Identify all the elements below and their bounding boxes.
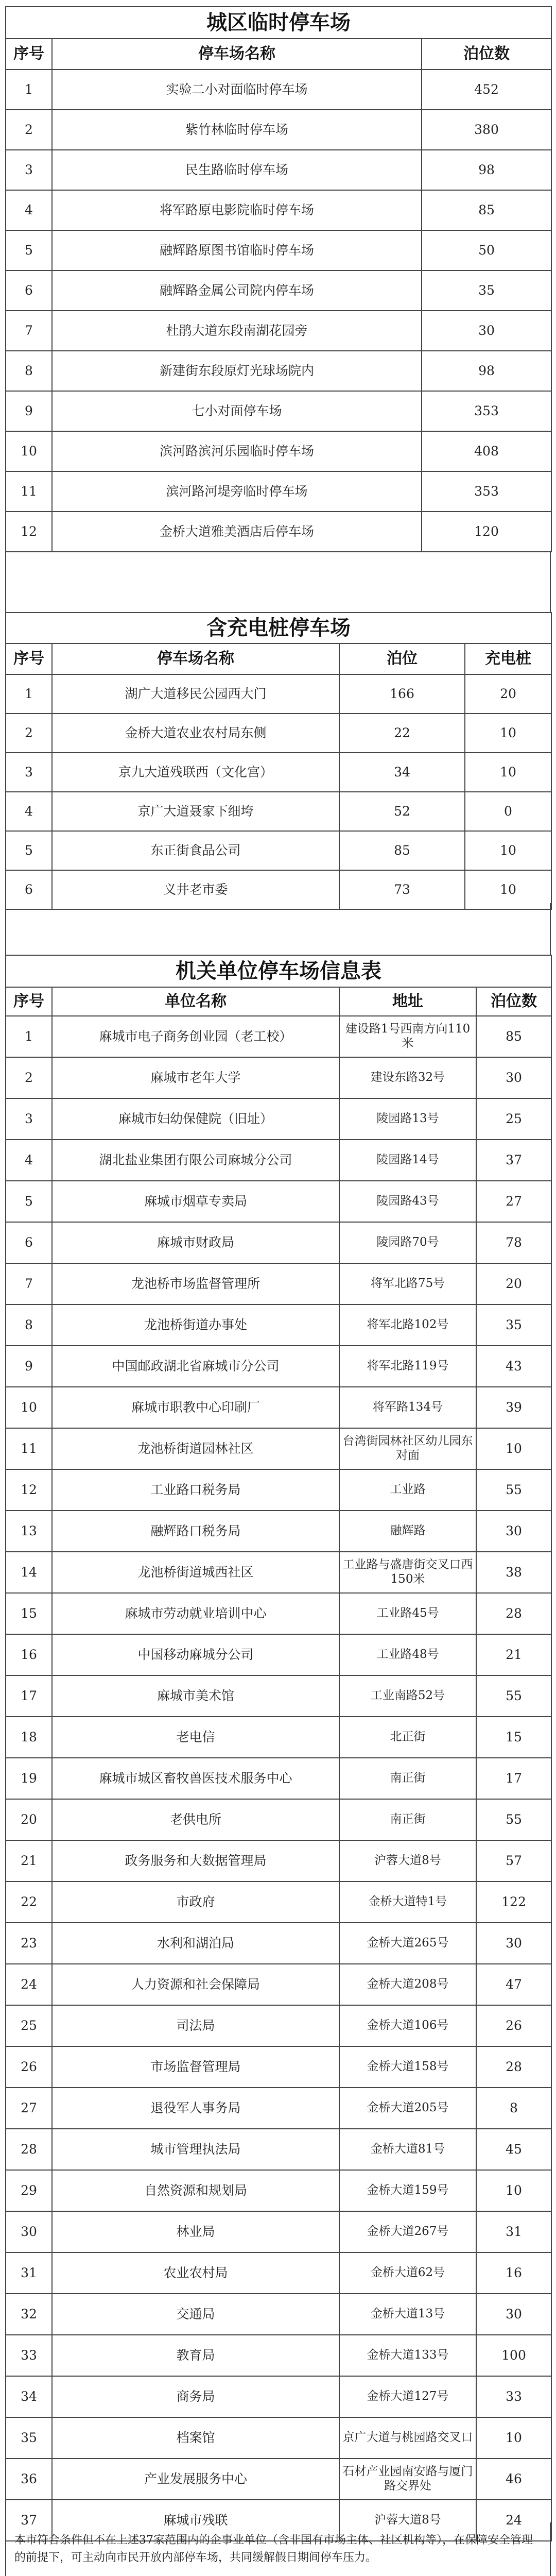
cell-name: 紫竹林临时停车场	[52, 110, 422, 150]
table-row	[6, 351, 551, 391]
table-row	[6, 2376, 551, 2417]
cell-name: 司法局	[52, 2005, 339, 2046]
agency-parking-table	[5, 955, 552, 2541]
table-row	[6, 1098, 551, 1140]
cell-name: 麻城市残联	[52, 2500, 339, 2541]
table-row	[6, 1634, 551, 1675]
table-row	[6, 2294, 551, 2335]
table-row	[6, 1840, 551, 1882]
column-header-index: 序号	[6, 987, 52, 1016]
cell-extra: 20	[476, 1263, 551, 1304]
cell-extra: 85	[476, 1016, 551, 1057]
column-header-lot-name: 停车场名称	[52, 643, 339, 674]
table-row	[6, 1675, 551, 1717]
cell-name: 湖北盐业集团有限公司麻城分公司	[52, 1140, 339, 1181]
cell-index: 36	[6, 2459, 52, 2500]
column-header-index: 序号	[6, 643, 52, 674]
cell-value: 金桥大道265号	[339, 1923, 476, 1964]
cell-name: 龙池桥市场监督管理所	[52, 1263, 339, 1304]
table-row	[6, 190, 551, 230]
table-row	[6, 2170, 551, 2211]
table-row	[6, 230, 551, 270]
cell-value: 73	[339, 870, 465, 909]
cell-name: 麻城市劳动就业培训中心	[52, 1593, 339, 1634]
cell-index: 4	[6, 1140, 52, 1181]
cell-name: 市政府	[52, 1882, 339, 1923]
table-row	[6, 1882, 551, 1923]
cell-extra: 43	[476, 1346, 551, 1387]
column-header-spaces: 泊位数	[422, 39, 551, 70]
cell-name: 京广大道聂家下细垮	[52, 792, 339, 831]
cell-index: 12	[6, 1469, 52, 1511]
cell-name: 义井老市委	[52, 870, 339, 909]
cell-name: 林业局	[52, 2211, 339, 2252]
cell-value: 452	[422, 70, 551, 110]
table-row	[6, 150, 551, 190]
cell-name: 老供电所	[52, 1799, 339, 1840]
cell-index: 26	[6, 2046, 52, 2088]
cell-value: 金桥大道208号	[339, 1964, 476, 2005]
table-title: 机关单位停车场信息表	[6, 955, 551, 987]
table-row	[6, 1222, 551, 1263]
cell-name: 政务服务和大数据管理局	[52, 1840, 339, 1882]
cell-index: 24	[6, 1964, 52, 2005]
cell-value: 金桥大道133号	[339, 2335, 476, 2376]
cell-extra: 24	[476, 2500, 551, 2541]
table-spacer	[5, 903, 551, 955]
column-header-chargers: 充电桩	[465, 643, 551, 674]
cell-value: 380	[422, 110, 551, 150]
cell-value: 工业南路52号	[339, 1675, 476, 1717]
cell-extra: 26	[476, 2005, 551, 2046]
cell-name: 实验二小对面临时停车场	[52, 70, 422, 110]
cell-value: 98	[422, 351, 551, 391]
cell-value: 金桥大道267号	[339, 2211, 476, 2252]
cell-index: 19	[6, 1758, 52, 1799]
table-row	[6, 1511, 551, 1552]
cell-value: 金桥大道158号	[339, 2046, 476, 2088]
cell-value: 融辉路	[339, 1511, 476, 1552]
cell-index: 23	[6, 1923, 52, 1964]
table-row	[6, 512, 551, 552]
cell-name: 龙池桥街道城西社区	[52, 1552, 339, 1593]
cell-value: 将军路134号	[339, 1387, 476, 1428]
cell-value: 金桥大道81号	[339, 2129, 476, 2170]
cell-name: 京九大道残联西（文化宫）	[52, 753, 339, 792]
cell-name: 滨河路河堤旁临时停车场	[52, 471, 422, 512]
cell-name: 七小对面停车场	[52, 391, 422, 431]
cell-value: 金桥大道13号	[339, 2294, 476, 2335]
table-row	[6, 1387, 551, 1428]
cell-index: 13	[6, 1511, 52, 1552]
cell-value: 南正街	[339, 1758, 476, 1799]
cell-index: 7	[6, 311, 52, 351]
cell-extra: 122	[476, 1882, 551, 1923]
cell-extra: 16	[476, 2252, 551, 2294]
cell-value: 金桥大道62号	[339, 2252, 476, 2294]
table-row	[6, 674, 551, 714]
cell-extra: 17	[476, 1758, 551, 1799]
cell-value: 建设路1号西南方向110米	[339, 1016, 476, 1057]
cell-index: 21	[6, 1840, 52, 1882]
table-title: 含充电桩停车场	[6, 613, 551, 643]
cell-extra: 10	[465, 831, 551, 870]
cell-index: 18	[6, 1717, 52, 1758]
table-spacer	[5, 551, 551, 612]
cell-index: 5	[6, 831, 52, 870]
table-row	[6, 1140, 551, 1181]
cell-extra: 38	[476, 1552, 551, 1593]
cell-value: 98	[422, 150, 551, 190]
table-row	[6, 2417, 551, 2459]
cell-name: 麻城市美术馆	[52, 1675, 339, 1717]
cell-index: 25	[6, 2005, 52, 2046]
cell-index: 28	[6, 2129, 52, 2170]
cell-index: 10	[6, 431, 52, 471]
cell-name: 麻城市烟草专卖局	[52, 1181, 339, 1222]
cell-extra: 37	[476, 1140, 551, 1181]
cell-index: 34	[6, 2376, 52, 2417]
cell-name: 融辉路口税务局	[52, 1511, 339, 1552]
table-row	[6, 2211, 551, 2252]
cell-index: 6	[6, 870, 52, 909]
cell-name: 自然资源和规划局	[52, 2170, 339, 2211]
cell-value: 台湾街园林社区幼儿园东对面	[339, 1428, 476, 1469]
urban-temporary-parking-table	[5, 6, 552, 552]
cell-index: 30	[6, 2211, 52, 2252]
cell-index: 35	[6, 2417, 52, 2459]
cell-index: 1	[6, 674, 52, 714]
cell-index: 16	[6, 1634, 52, 1675]
cell-name: 城市管理执法局	[52, 2129, 339, 2170]
cell-extra: 30	[476, 1923, 551, 1964]
cell-name: 融辉路原图书馆临时停车场	[52, 230, 422, 270]
table-row	[6, 110, 551, 150]
cell-index: 1	[6, 70, 52, 110]
footnote: 本市符合条件但不在上述37家范围内的企事业单位（含非国有市场主体、社区机构等），在保障安全管理的前提下，可主动向市民开放内部停车场，共同缓解假日期间停车压力。	[5, 2522, 551, 2576]
column-header-spaces: 泊位数	[476, 987, 551, 1016]
column-header-address: 地址	[339, 987, 476, 1016]
table-row	[6, 2046, 551, 2088]
cell-value: 353	[422, 391, 551, 431]
cell-index: 29	[6, 2170, 52, 2211]
cell-index: 4	[6, 792, 52, 831]
cell-extra: 30	[476, 1511, 551, 1552]
cell-extra: 10	[465, 753, 551, 792]
table-row	[6, 431, 551, 471]
cell-extra: 15	[476, 1717, 551, 1758]
cell-value: 22	[339, 714, 465, 753]
cell-extra: 25	[476, 1098, 551, 1140]
table-row	[6, 1057, 551, 1098]
table-row	[6, 1964, 551, 2005]
cell-extra: 57	[476, 1840, 551, 1882]
cell-value: 沪蓉大道8号	[339, 2500, 476, 2541]
cell-index: 3	[6, 1098, 52, 1140]
cell-value: 陵园路43号	[339, 1181, 476, 1222]
cell-extra: 10	[476, 1428, 551, 1469]
table-row	[6, 2335, 551, 2376]
table-row	[6, 1016, 551, 1057]
cell-name: 麻城市电子商务创业园（老工校）	[52, 1016, 339, 1057]
cell-extra: 10	[465, 870, 551, 909]
cell-extra: 55	[476, 1469, 551, 1511]
table-row	[6, 70, 551, 110]
cell-index: 8	[6, 1304, 52, 1346]
cell-name: 麻城市妇幼保健院（旧址）	[52, 1098, 339, 1140]
cell-value: 京广大道与桃园路交叉口	[339, 2417, 476, 2459]
cell-name: 滨河路滨河乐园临时停车场	[52, 431, 422, 471]
cell-name: 产业发展服务中心	[52, 2459, 339, 2500]
cell-index: 22	[6, 1882, 52, 1923]
cell-extra: 10	[476, 2170, 551, 2211]
cell-extra: 39	[476, 1387, 551, 1428]
cell-index: 4	[6, 190, 52, 230]
cell-value: 金桥大道127号	[339, 2376, 476, 2417]
cell-extra: 28	[476, 2046, 551, 2088]
cell-value: 30	[422, 311, 551, 351]
column-header-unit-name: 单位名称	[52, 987, 339, 1016]
cell-value: 石材产业园南安路与厦门路交界处	[339, 2459, 476, 2500]
cell-name: 麻城市财政局	[52, 1222, 339, 1263]
cell-value: 166	[339, 674, 465, 714]
cell-index: 10	[6, 1387, 52, 1428]
cell-name: 麻城市老年大学	[52, 1057, 339, 1098]
table-row	[6, 1758, 551, 1799]
cell-extra: 78	[476, 1222, 551, 1263]
cell-name: 工业路口税务局	[52, 1469, 339, 1511]
cell-extra: 55	[476, 1799, 551, 1840]
cell-value: 南正街	[339, 1799, 476, 1840]
table-row	[6, 2129, 551, 2170]
cell-index: 33	[6, 2335, 52, 2376]
cell-extra: 27	[476, 1181, 551, 1222]
cell-index: 27	[6, 2088, 52, 2129]
cell-value: 工业路	[339, 1469, 476, 1511]
table-row	[6, 714, 551, 753]
cell-extra: 20	[465, 674, 551, 714]
cell-extra: 100	[476, 2335, 551, 2376]
cell-index: 6	[6, 1222, 52, 1263]
table-row	[6, 1469, 551, 1511]
cell-index: 3	[6, 150, 52, 190]
table-row	[6, 2252, 551, 2294]
cell-value: 将军北路119号	[339, 1346, 476, 1387]
cell-value: 408	[422, 431, 551, 471]
cell-index: 7	[6, 1263, 52, 1304]
cell-index: 8	[6, 351, 52, 391]
cell-name: 麻城市城区畜牧兽医技术服务中心	[52, 1758, 339, 1799]
table-row	[6, 1552, 551, 1593]
cell-index: 37	[6, 2500, 52, 2541]
cell-value: 建设东路32号	[339, 1057, 476, 1098]
cell-extra: 0	[465, 792, 551, 831]
cell-name: 退役军人事务局	[52, 2088, 339, 2129]
cell-index: 9	[6, 1346, 52, 1387]
cell-name: 金桥大道农业农村局东侧	[52, 714, 339, 753]
column-header-spaces: 泊位	[339, 643, 465, 674]
cell-value: 120	[422, 512, 551, 552]
cell-value: 工业路48号	[339, 1634, 476, 1675]
cell-index: 15	[6, 1593, 52, 1634]
cell-index: 2	[6, 110, 52, 150]
table-row	[6, 391, 551, 431]
cell-value: 50	[422, 230, 551, 270]
table-row	[6, 471, 551, 512]
cell-extra: 46	[476, 2459, 551, 2500]
cell-index: 31	[6, 2252, 52, 2294]
cell-name: 民生路临时停车场	[52, 150, 422, 190]
cell-index: 12	[6, 512, 52, 552]
cell-value: 将军北路102号	[339, 1304, 476, 1346]
table-row	[6, 1923, 551, 1964]
cell-name: 交通局	[52, 2294, 339, 2335]
cell-value: 34	[339, 753, 465, 792]
cell-name: 商务局	[52, 2376, 339, 2417]
cell-name: 中国移动麻城分公司	[52, 1634, 339, 1675]
table-row	[6, 1181, 551, 1222]
cell-value: 85	[422, 190, 551, 230]
cell-value: 35	[422, 270, 551, 311]
cell-extra: 8	[476, 2088, 551, 2129]
cell-name: 市场监督管理局	[52, 2046, 339, 2088]
table-row	[6, 2459, 551, 2500]
cell-name: 麻城市职教中心印刷厂	[52, 1387, 339, 1428]
cell-value: 金桥大道106号	[339, 2005, 476, 2046]
cell-name: 教育局	[52, 2335, 339, 2376]
cell-name: 湖广大道移民公园西大门	[52, 674, 339, 714]
cell-name: 杜鹃大道东段南湖花园旁	[52, 311, 422, 351]
cell-index: 11	[6, 471, 52, 512]
cell-value: 将军北路75号	[339, 1263, 476, 1304]
cell-index: 14	[6, 1552, 52, 1593]
cell-name: 龙池桥街道园林社区	[52, 1428, 339, 1469]
table-row	[6, 311, 551, 351]
cell-name: 老电信	[52, 1717, 339, 1758]
cell-value: 北正街	[339, 1717, 476, 1758]
cell-index: 32	[6, 2294, 52, 2335]
cell-extra: 10	[465, 714, 551, 753]
cell-index: 2	[6, 1057, 52, 1098]
cell-index: 5	[6, 1181, 52, 1222]
cell-index: 11	[6, 1428, 52, 1469]
cell-name: 融辉路金属公司院内停车场	[52, 270, 422, 311]
cell-value: 金桥大道205号	[339, 2088, 476, 2129]
cell-extra: 35	[476, 1304, 551, 1346]
cell-name: 中国邮政湖北省麻城市分公司	[52, 1346, 339, 1387]
column-header-lot-name: 停车场名称	[52, 39, 422, 70]
cell-value: 陵园路70号	[339, 1222, 476, 1263]
cell-index: 9	[6, 391, 52, 431]
cell-value: 353	[422, 471, 551, 512]
table-row	[6, 1717, 551, 1758]
cell-index: 17	[6, 1675, 52, 1717]
cell-name: 水利和湖泊局	[52, 1923, 339, 1964]
cell-index: 6	[6, 270, 52, 311]
table-row	[6, 270, 551, 311]
table-row	[6, 1346, 551, 1387]
cell-extra: 45	[476, 2129, 551, 2170]
cell-name: 将军路原电影院临时停车场	[52, 190, 422, 230]
cell-value: 陵园路14号	[339, 1140, 476, 1181]
cell-value: 工业路45号	[339, 1593, 476, 1634]
table-row	[6, 792, 551, 831]
cell-extra: 28	[476, 1593, 551, 1634]
cell-name: 龙池桥街道办事处	[52, 1304, 339, 1346]
cell-extra: 55	[476, 1675, 551, 1717]
cell-value: 52	[339, 792, 465, 831]
cell-extra: 30	[476, 1057, 551, 1098]
cell-extra: 30	[476, 2294, 551, 2335]
cell-value: 85	[339, 831, 465, 870]
cell-name: 人力资源和社会保障局	[52, 1964, 339, 2005]
cell-extra: 33	[476, 2376, 551, 2417]
cell-name: 金桥大道雅美酒店后停车场	[52, 512, 422, 552]
table-row	[6, 1428, 551, 1469]
table-title: 城区临时停车场	[6, 7, 551, 39]
column-header-index: 序号	[6, 39, 52, 70]
cell-name: 档案馆	[52, 2417, 339, 2459]
table-row	[6, 2005, 551, 2046]
cell-index: 5	[6, 230, 52, 270]
cell-index: 20	[6, 1799, 52, 1840]
cell-extra: 10	[476, 2417, 551, 2459]
cell-index: 2	[6, 714, 52, 753]
table-row	[6, 2088, 551, 2129]
cell-extra: 21	[476, 1634, 551, 1675]
cell-value: 金桥大道159号	[339, 2170, 476, 2211]
table-row	[6, 1593, 551, 1634]
table-row	[6, 1263, 551, 1304]
cell-value: 金桥大道特1号	[339, 1882, 476, 1923]
cell-value: 工业路与盛唐街交叉口西150米	[339, 1552, 476, 1593]
cell-index: 3	[6, 753, 52, 792]
cell-index: 1	[6, 1016, 52, 1057]
cell-extra: 47	[476, 1964, 551, 2005]
cell-value: 陵园路13号	[339, 1098, 476, 1140]
cell-name: 新建街东段原灯光球场院内	[52, 351, 422, 391]
table-row	[6, 1304, 551, 1346]
table-row	[6, 831, 551, 870]
charging-parking-table	[5, 612, 552, 910]
cell-name: 农业农村局	[52, 2252, 339, 2294]
cell-value: 沪蓉大道8号	[339, 1840, 476, 1882]
cell-extra: 31	[476, 2211, 551, 2252]
table-row	[6, 753, 551, 792]
cell-name: 东正街食品公司	[52, 831, 339, 870]
table-row	[6, 1799, 551, 1840]
